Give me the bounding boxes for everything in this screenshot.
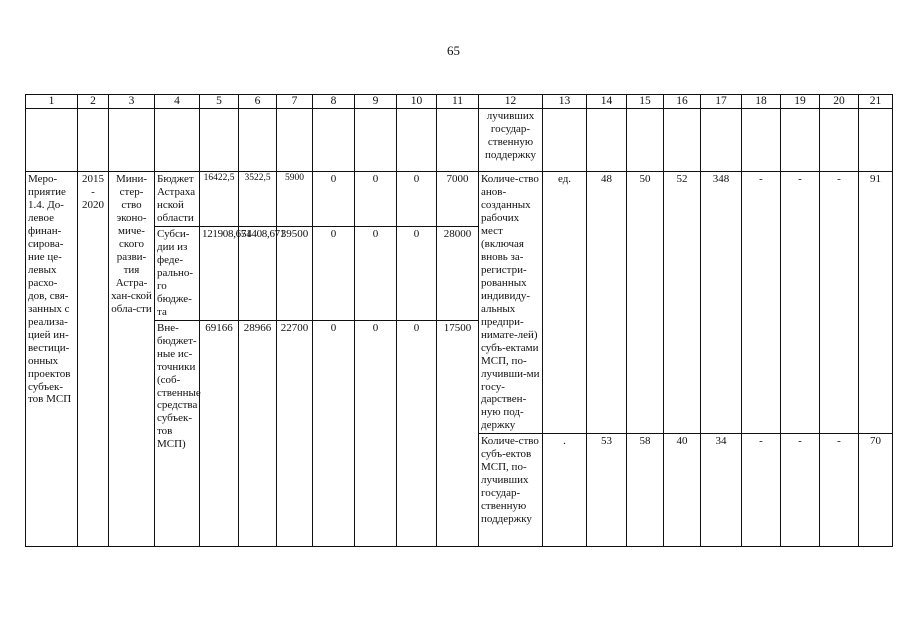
funding-2015-cell: 28966 (239, 320, 277, 547)
indicator-value-cell: 52 (664, 172, 701, 434)
indicator-name-cell: Количе-ство субъ-ектов МСП, по-лучивших государ-ственную поддержку (479, 434, 543, 547)
indicator-value-cell: 48 (587, 172, 627, 434)
column-header: 20 (820, 95, 859, 109)
funding-source-cell: Вне-бюджет-ные ис-точники (соб-ственные средства субъек-тов МСП) (155, 320, 200, 547)
funding-source-cell: Субси-дии из феде-рально-го бюдже-та (155, 226, 200, 320)
indicator-unit-cell: ед. (543, 172, 587, 434)
table-cell (313, 109, 355, 172)
table-cell (397, 109, 437, 172)
table-cell (277, 109, 313, 172)
column-header: 16 (664, 95, 701, 109)
indicator-name-cell: Количе-ство анов-созданных рабочих мест (включая вновь за-регистри-рованных индивиду-альных предпри-нимате-лей) субъ-ектами МСП, по-лучивши-ми госу-дарствен-ную под-держку (479, 172, 543, 434)
table-cell (78, 109, 109, 172)
indicator-value-cell: - (742, 434, 781, 547)
funding-2016-cell: 5900 (277, 172, 313, 227)
page-number: 65 (447, 43, 460, 58)
funding-2017-cell: 0 (313, 320, 355, 547)
table-cell (155, 109, 200, 172)
indicator-value-cell: 58 (627, 434, 664, 547)
continued-indicator-cell: лучивших государ-ственную поддержку (479, 109, 543, 172)
column-header: 1 (26, 95, 78, 109)
funding-2018-cell: 0 (355, 320, 397, 547)
indicator-value-cell: - (820, 172, 859, 434)
column-header: 7 (277, 95, 313, 109)
indicator-value-cell: - (742, 172, 781, 434)
funding-2020-cell: 7000 (437, 172, 479, 227)
indicator-unit-cell: . (543, 434, 587, 547)
column-header: 15 (627, 95, 664, 109)
activity-executor-cell: Мини-стер-ство эконо-миче-ского разви-тия Астра-хан-ской обла-сти (109, 172, 155, 547)
funding-2019-cell: 0 (397, 226, 437, 320)
table-cell (437, 109, 479, 172)
table-cell (664, 109, 701, 172)
funding-2018-cell: 0 (355, 172, 397, 227)
column-header: 17 (701, 95, 742, 109)
table-cell (26, 109, 78, 172)
column-header: 6 (239, 95, 277, 109)
funding-total-cell: 16422,5 (200, 172, 239, 227)
table-cell (355, 109, 397, 172)
indicator-value-cell: 53 (587, 434, 627, 547)
indicator-value-cell: 348 (701, 172, 742, 434)
funding-row-regional (26, 172, 893, 227)
column-header: 4 (155, 95, 200, 109)
table-cell (701, 109, 742, 172)
table-cell (742, 109, 781, 172)
funding-2017-cell: 0 (313, 172, 355, 227)
table-cell (859, 109, 893, 172)
indicator-value-cell: 70 (859, 434, 893, 547)
column-header: 19 (781, 95, 820, 109)
indicator-value-cell: 50 (627, 172, 664, 434)
funding-source-cell: Бюджет Астраха нской области (155, 172, 200, 227)
table-cell (820, 109, 859, 172)
funding-total-cell: 121908,671 (200, 226, 239, 320)
funding-2020-cell: 28000 (437, 226, 479, 320)
column-header: 12 (479, 95, 543, 109)
funding-2016-cell: 22700 (277, 320, 313, 547)
indicator-value-cell: - (781, 434, 820, 547)
funding-2015-cell: 3522,5 (239, 172, 277, 227)
indicator-value-cell: 40 (664, 434, 701, 547)
program-activities-table (25, 94, 893, 547)
activity-period-cell: 2015 - 2020 (78, 172, 109, 547)
continued-row (26, 109, 893, 172)
column-header: 10 (397, 95, 437, 109)
funding-2020-cell: 17500 (437, 320, 479, 547)
table-cell (239, 109, 277, 172)
column-header: 21 (859, 95, 893, 109)
funding-2016-cell: 39500 (277, 226, 313, 320)
funding-total-cell: 69166 (200, 320, 239, 547)
indicator-value-cell: - (820, 434, 859, 547)
column-header: 9 (355, 95, 397, 109)
column-numbers-row (26, 95, 893, 109)
indicator-value-cell: - (781, 172, 820, 434)
table-cell (627, 109, 664, 172)
funding-2015-cell: 54408,671 (239, 226, 277, 320)
column-header: 5 (200, 95, 239, 109)
column-header: 8 (313, 95, 355, 109)
table-cell (781, 109, 820, 172)
table-cell (109, 109, 155, 172)
column-header: 18 (742, 95, 781, 109)
table-cell (543, 109, 587, 172)
column-header: 3 (109, 95, 155, 109)
funding-2019-cell: 0 (397, 320, 437, 547)
table-cell (587, 109, 627, 172)
indicator-value-cell: 34 (701, 434, 742, 547)
funding-2018-cell: 0 (355, 226, 397, 320)
column-header: 11 (437, 95, 479, 109)
indicator-value-cell: 91 (859, 172, 893, 434)
column-header: 13 (543, 95, 587, 109)
funding-2019-cell: 0 (397, 172, 437, 227)
column-header: 14 (587, 95, 627, 109)
activity-name-cell: Меро-приятие 1.4. До-левое финан-сирова-ние це-левых расхо-дов, свя-занных с реализа-цией ин-вестици-онных проектов субъек-тов МСП (26, 172, 78, 547)
table-cell (200, 109, 239, 172)
funding-2017-cell: 0 (313, 226, 355, 320)
column-header: 2 (78, 95, 109, 109)
